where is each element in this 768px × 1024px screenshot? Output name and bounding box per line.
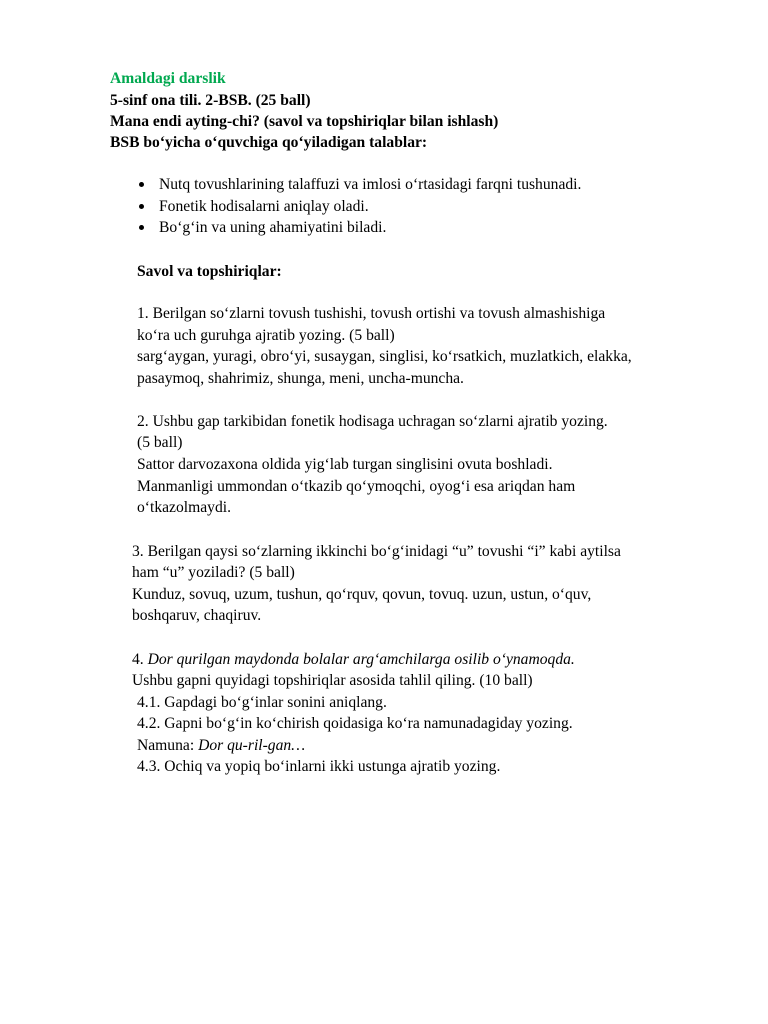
task-4-sentence: Dor qurilgan maydonda bolalar arg‘amchilarga osilib o‘ynamoqda. bbox=[147, 651, 575, 668]
task-1-line: ko‘ra uch guruhga ajratib yozing. (5 ball) bbox=[137, 327, 395, 344]
bullet-icon bbox=[139, 204, 144, 209]
task-2-line: 2. Ushbu gap tarkibidan fonetik hodisaga uchragan so‘zlarni ajratib yozing. bbox=[137, 413, 608, 430]
task-4-subtask: 4.3. Ochiq va yopiq bo‘inlarni ikki ustunga ajratib yozing. bbox=[137, 758, 501, 775]
sample-value: Dor qu-ril-gan… bbox=[198, 737, 306, 754]
section-title: Amaldagi darslik bbox=[110, 70, 226, 87]
task-4-instruction: Ushbu gapni quyidagi topshiriqlar asosida tahlil qiling. (10 ball) bbox=[132, 672, 533, 689]
task-1-line: 1. Berilgan so‘zlarni tovush tushishi, tovush ortishi va tovush almashishiga bbox=[137, 305, 606, 322]
bullet-icon bbox=[139, 182, 144, 187]
task-1-words: sarg‘aygan, yuragi, obro‘yi, susaygan, singlisi, ko‘rsatkich, muzlatkich, elakka, bbox=[137, 348, 632, 365]
task-2-text: Sattor darvozaxona oldida yig‘lab turgan singlisini ovuta boshladi. bbox=[137, 456, 553, 473]
requirement-item: Fonetik hodisalarni aniqlay oladi. bbox=[159, 198, 369, 215]
requirements-heading: BSB bo‘yicha o‘quvchiga qo‘yiladigan talablar: bbox=[110, 134, 428, 151]
tasks-heading: Savol va topshiriqlar: bbox=[137, 263, 282, 280]
task-4-heading bbox=[132, 651, 575, 669]
task-3-line: ham “u” yoziladi? (5 ball) bbox=[132, 564, 295, 581]
task-2-text: o‘tkazolmaydi. bbox=[137, 499, 231, 516]
lesson-subtitle: 5-sinf ona tili. 2-BSB. (25 ball) bbox=[110, 92, 311, 109]
task-2-line: (5 ball) bbox=[137, 434, 183, 451]
task-4-sample bbox=[137, 737, 305, 755]
requirement-item: Nutq tovushlarining talaffuzi va imlosi o‘rtasidagi farqni tushunadi. bbox=[159, 176, 582, 193]
bullet-icon bbox=[139, 225, 144, 230]
task-3-line: 3. Berilgan qaysi so‘zlarning ikkinchi bo‘g‘inidagi “u” tovushi “i” kabi aytilsa bbox=[132, 543, 621, 560]
lesson-topic: Mana endi ayting-chi? (savol va topshiriqlar bilan ishlash) bbox=[110, 113, 499, 130]
task-4-number: 4. bbox=[132, 651, 148, 668]
task-2-text: Manmanligi ummondan o‘tkazib qo‘ymoqchi, oyog‘i esa ariqdan ham bbox=[137, 478, 576, 495]
sample-label: Namuna: bbox=[137, 737, 199, 754]
task-4-subtask: 4.2. Gapni bo‘g‘in ko‘chirish qoidasiga ko‘ra namunadagiday yozing. bbox=[137, 715, 573, 732]
requirement-item: Bo‘g‘in va uning ahamiyatini biladi. bbox=[159, 219, 387, 236]
task-3-words: boshqaruv, chaqiruv. bbox=[132, 607, 262, 624]
task-3-words: Kunduz, sovuq, uzum, tushun, qo‘rquv, qovun, tovuq. uzun, ustun, o‘quv, bbox=[132, 586, 592, 603]
task-4-subtask: 4.1. Gapdagi bo‘g‘inlar sonini aniqlang. bbox=[137, 694, 387, 711]
task-1-words: pasaymoq, shahrimiz, shunga, meni, uncha-muncha. bbox=[137, 370, 464, 387]
